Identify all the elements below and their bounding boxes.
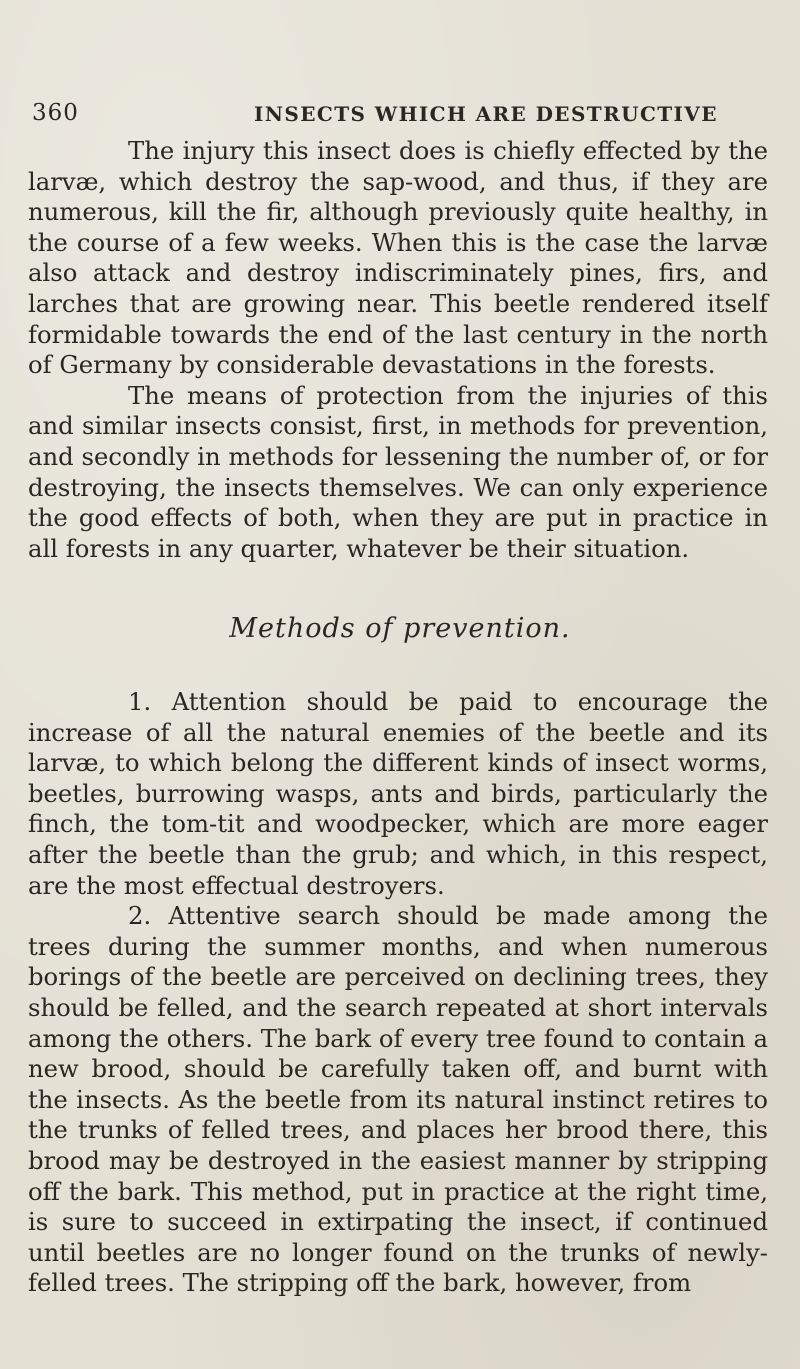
running-title: INSECTS WHICH ARE DESTRUCTIVE: [254, 102, 718, 126]
paragraph-means-of-protection: The means of protection from the injuries of this and similar insects consist, first, in methods for prevention, and secondly in methods for lessening the number of, or for destroying, the insects themselves. We can only experience the good effects of both, when they are put in practice in all forests in any quarter, whatever be their situation.: [28, 380, 768, 563]
paragraph-larvae-injury: The injury this insect does is chiefly effected by the larvæ, which destroy the sap-wood, and thus, if they are numerous, kill the fir, although previously quite healthy, in the course of a few weeks. When this is the case the larvæ also attack and destroy indiscriminately pines, firs, and larches that are growing near. This beetle rendered itself formidable towards the end of the last century in the north of Germany by considerable devastations in the forests.: [28, 136, 768, 380]
running-head: [28, 100, 768, 136]
page-number: 360: [32, 100, 79, 126]
body-text-top: [28, 136, 768, 564]
section-heading: Methods of prevention.: [229, 613, 571, 644]
paragraph-method-1: 1. Attention should be paid to encourage the increase of all the natural enemies of the beetle and its larvæ, to which belong the different kinds of insect worms, beetles, burrowing wasps, ants and birds, particularly the finch, the tom-tit and woodpecker, which are more eager after the beetle than the grub; and which, in this respect, are the most effectual destroyers.: [28, 687, 768, 900]
body-text-bottom: [28, 687, 768, 1299]
paragraph-method-2: 2. Attentive search should be made among the trees during the summer months, and when numerous borings of the beetle are perceived on declining trees, they should be felled, and the search repeated at short intervals among the others. The bark of every tree found to contain a new brood, should be carefully taken off, and burnt with the insects. As the beetle from its natural instinct retires to the trunks of felled trees, and places her brood there, this brood may be destroyed in the easiest manner by stripping off the bark. This method, put in practice at the right time, is sure to succeed in extirpating the insect, if continued until beetles are no longer found on the trunks of newly-felled trees. The stripping off the bark, however, from: [28, 901, 768, 1298]
